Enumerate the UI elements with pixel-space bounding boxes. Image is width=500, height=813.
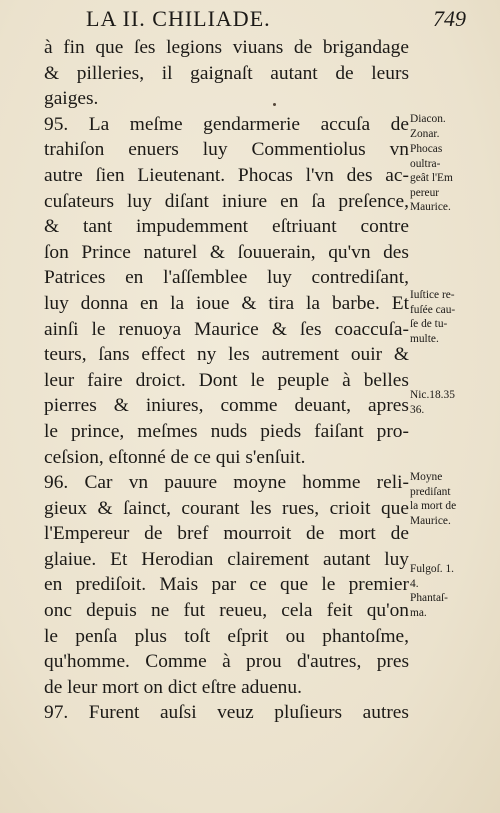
word: Comme xyxy=(145,651,207,673)
word: comme xyxy=(220,395,278,417)
word: que xyxy=(95,37,124,58)
word: le xyxy=(250,369,265,391)
word: legions xyxy=(166,37,223,58)
text-line xyxy=(44,214,409,240)
word: ac- xyxy=(385,164,409,186)
body-text xyxy=(44,35,409,726)
text-line xyxy=(44,240,409,266)
text-line xyxy=(44,521,409,547)
word: autant xyxy=(322,548,371,570)
word: meſme xyxy=(129,113,183,135)
word: de xyxy=(390,113,409,135)
word: de xyxy=(293,37,313,58)
word: veuz xyxy=(217,702,254,724)
word: eſtriuant xyxy=(271,216,337,238)
word: plus xyxy=(134,625,167,647)
word: meſmes xyxy=(137,420,198,442)
word: phantoſme, xyxy=(322,625,409,647)
word: ouir xyxy=(350,344,383,366)
text-line: de leur mort on dict eſtre aduenu. xyxy=(44,676,302,698)
text-line xyxy=(44,61,409,87)
word: vn xyxy=(389,139,409,161)
word: belles xyxy=(363,369,409,391)
word: Patrices xyxy=(44,267,106,289)
sidenote-iustice: Iuſtice re- fuſée cau- ſe de tu- multe. xyxy=(410,289,456,345)
text-line: gaiges. xyxy=(44,88,99,110)
word: mourroit xyxy=(223,523,292,545)
word: impudemment xyxy=(136,216,249,238)
word: autre xyxy=(44,164,83,186)
word: ce xyxy=(249,574,267,596)
word: ainſi xyxy=(44,318,79,340)
word: ſes xyxy=(300,318,322,340)
text-line xyxy=(44,624,409,650)
text-line xyxy=(44,137,409,163)
word: renuoya xyxy=(118,318,182,340)
word: droict. xyxy=(135,369,186,391)
word: prediſoit. xyxy=(75,574,147,596)
word: ſa xyxy=(311,190,326,212)
word: iniure xyxy=(221,190,268,212)
word: ſon xyxy=(44,241,69,263)
word: ou xyxy=(285,625,305,647)
word: eſprit xyxy=(227,625,269,647)
word: le xyxy=(91,318,106,340)
word: viuans xyxy=(232,37,284,58)
word: qu'homme. xyxy=(44,651,130,673)
word: ſien xyxy=(95,164,125,186)
sidenote-phocas: Phocas oultra- geât l'Em pereur Maurice. xyxy=(410,143,453,213)
text-line xyxy=(44,547,409,573)
word: 95. xyxy=(44,113,69,135)
word: autres xyxy=(362,702,409,724)
word: cela xyxy=(281,600,313,622)
word: gieux xyxy=(44,497,88,519)
word: tira xyxy=(268,292,295,314)
word: preſence, xyxy=(338,190,409,212)
word: 97. xyxy=(44,702,69,724)
word: pluſieurs xyxy=(274,702,343,724)
word: qu'vn xyxy=(328,241,371,263)
word: donna xyxy=(80,292,129,314)
word: coaccuſa- xyxy=(334,318,409,340)
word: crioit xyxy=(329,497,371,519)
word: que xyxy=(380,497,409,519)
word: Phocas xyxy=(237,164,293,186)
word: trahiſon xyxy=(44,139,105,161)
word: ſes xyxy=(133,37,156,58)
word: autrement xyxy=(261,344,340,366)
text-line xyxy=(44,572,409,598)
word: de xyxy=(306,523,325,545)
ink-speck xyxy=(273,103,276,106)
word: diſant xyxy=(164,190,209,212)
sidenote-diacon: Diacon. Zonar. xyxy=(410,113,446,140)
word: mort xyxy=(339,523,376,545)
word: par xyxy=(211,574,237,596)
word: des xyxy=(346,164,373,186)
word: & xyxy=(44,62,60,84)
word: Herodian xyxy=(141,548,214,570)
word: luy xyxy=(384,548,409,570)
page-header xyxy=(86,6,466,32)
word: pierres xyxy=(44,395,97,417)
word: Et xyxy=(391,292,409,314)
word: en xyxy=(125,267,144,289)
text-line xyxy=(44,317,409,343)
word: & xyxy=(209,241,225,263)
word: gaignaſt xyxy=(190,62,253,84)
text-line xyxy=(44,189,409,215)
text-line xyxy=(44,649,409,675)
text-line xyxy=(44,598,409,624)
word: tant xyxy=(83,216,113,238)
word: iniures, xyxy=(145,395,204,417)
word: auſsi xyxy=(159,702,197,724)
word: Lieutenant. xyxy=(137,164,226,186)
word: prou xyxy=(246,651,282,673)
word: les xyxy=(250,497,272,519)
word: cuſateurs xyxy=(44,190,114,212)
word: l'vn xyxy=(305,164,334,186)
word: Furent xyxy=(88,702,140,724)
word: naturel xyxy=(143,241,198,263)
word: à xyxy=(44,37,53,58)
word: les xyxy=(228,344,250,366)
word: accuſa xyxy=(320,113,371,135)
word: vn xyxy=(128,472,149,494)
word: le xyxy=(44,420,58,442)
sidenote-moyne: Moyne prediſant la mort de Maurice. xyxy=(410,471,457,527)
word: Maurice xyxy=(194,318,259,340)
word: le xyxy=(321,574,336,596)
word: autant xyxy=(270,62,318,84)
word: luy xyxy=(267,267,292,289)
word: toſt xyxy=(184,625,211,647)
word: prince, xyxy=(70,420,125,442)
word: ſouuerain, xyxy=(237,241,316,263)
word: d'autres, xyxy=(296,651,362,673)
word: & xyxy=(44,216,60,238)
word: Commentiolus xyxy=(251,139,366,161)
word: en xyxy=(44,574,63,596)
text-line xyxy=(44,35,409,61)
word: pieds xyxy=(260,420,302,442)
word: homme xyxy=(302,472,361,494)
word: teurs, xyxy=(44,344,87,366)
word: effect xyxy=(141,344,186,366)
word: apres xyxy=(368,395,409,417)
text-line xyxy=(44,265,409,291)
running-head: LA II. CHILIADE. xyxy=(86,6,271,31)
word: ioue xyxy=(196,292,230,314)
word: luy xyxy=(126,190,152,212)
word: courant xyxy=(181,497,240,519)
text-line xyxy=(44,368,409,394)
word: Car xyxy=(84,472,113,494)
word: moyne xyxy=(233,472,287,494)
word: bref xyxy=(177,523,209,545)
word: barbe. xyxy=(331,292,380,314)
word: il xyxy=(161,62,173,84)
word: & xyxy=(271,318,287,340)
word: depuis xyxy=(86,600,137,622)
text-line xyxy=(44,393,409,419)
word: leurs xyxy=(371,62,409,84)
text-line xyxy=(44,419,409,445)
word: & xyxy=(97,497,113,519)
word: contre xyxy=(360,216,409,238)
word: que xyxy=(280,574,309,596)
text-line xyxy=(44,342,409,368)
sidenote-nic: Nic.18.35 36. xyxy=(410,389,455,416)
word: feit xyxy=(326,600,353,622)
word: Mais xyxy=(159,574,199,596)
word: de xyxy=(144,523,163,545)
word: peuple xyxy=(277,369,330,391)
word: Prince xyxy=(81,241,131,263)
word: contrediſant, xyxy=(311,267,409,289)
word: onc xyxy=(44,600,72,622)
word: la xyxy=(170,292,185,314)
word: reli- xyxy=(376,472,409,494)
word: 96. xyxy=(44,472,69,494)
word: des xyxy=(383,241,409,263)
word: qu'on xyxy=(366,600,409,622)
word: leur xyxy=(44,369,75,391)
word: fin xyxy=(63,37,85,58)
word: pres xyxy=(376,651,409,673)
word: luy xyxy=(44,292,69,314)
word: & xyxy=(393,344,409,366)
word: fut xyxy=(183,600,206,622)
word: luy xyxy=(202,139,228,161)
word: la xyxy=(306,292,321,314)
word: ny xyxy=(196,344,217,366)
word: faiſant xyxy=(314,420,364,442)
word: enuers xyxy=(128,139,179,161)
page-number: 749 xyxy=(433,6,466,31)
text-line xyxy=(44,291,409,317)
word: rues, xyxy=(282,497,320,519)
word: penſa xyxy=(75,625,118,647)
word: gendarmerie xyxy=(203,113,301,135)
word: premier xyxy=(348,574,409,596)
text-line: ceſsion, eſtonné de ce qui s'enſuit. xyxy=(44,446,306,468)
word: en xyxy=(280,190,299,212)
paragraph-97-start xyxy=(44,700,409,726)
word: ſainct, xyxy=(123,497,171,519)
word: reueu, xyxy=(219,600,268,622)
word: l'Empereur xyxy=(44,523,130,545)
word: La xyxy=(88,113,110,135)
word: Et xyxy=(110,548,128,570)
word: à xyxy=(342,369,351,391)
word: en xyxy=(139,292,159,314)
sidenote-fulgos: Fulgoſ. 1. 4. Phantaſ- ma. xyxy=(410,563,454,619)
word: nuds xyxy=(210,420,248,442)
text-line xyxy=(44,163,409,189)
word: deuant, xyxy=(294,395,352,417)
word: de xyxy=(390,523,409,545)
word: l'aſſemblee xyxy=(163,267,248,289)
text-line xyxy=(44,496,409,522)
word: & xyxy=(113,395,129,417)
word: pro- xyxy=(376,420,409,442)
word: pilleries, xyxy=(76,62,145,84)
word: clairement xyxy=(227,548,310,570)
word: & xyxy=(241,292,257,314)
word: Dont xyxy=(198,369,238,391)
paragraph-95-start xyxy=(44,112,409,138)
word: faire xyxy=(87,369,123,391)
word: brigandage xyxy=(322,37,409,58)
word: glaiue. xyxy=(44,548,97,570)
word: ſans xyxy=(98,344,130,366)
word: le xyxy=(44,625,58,647)
word: de xyxy=(335,62,354,84)
word: pauure xyxy=(164,472,218,494)
paragraph-96-start xyxy=(44,470,409,496)
word: ne xyxy=(150,600,170,622)
word: à xyxy=(222,651,231,673)
